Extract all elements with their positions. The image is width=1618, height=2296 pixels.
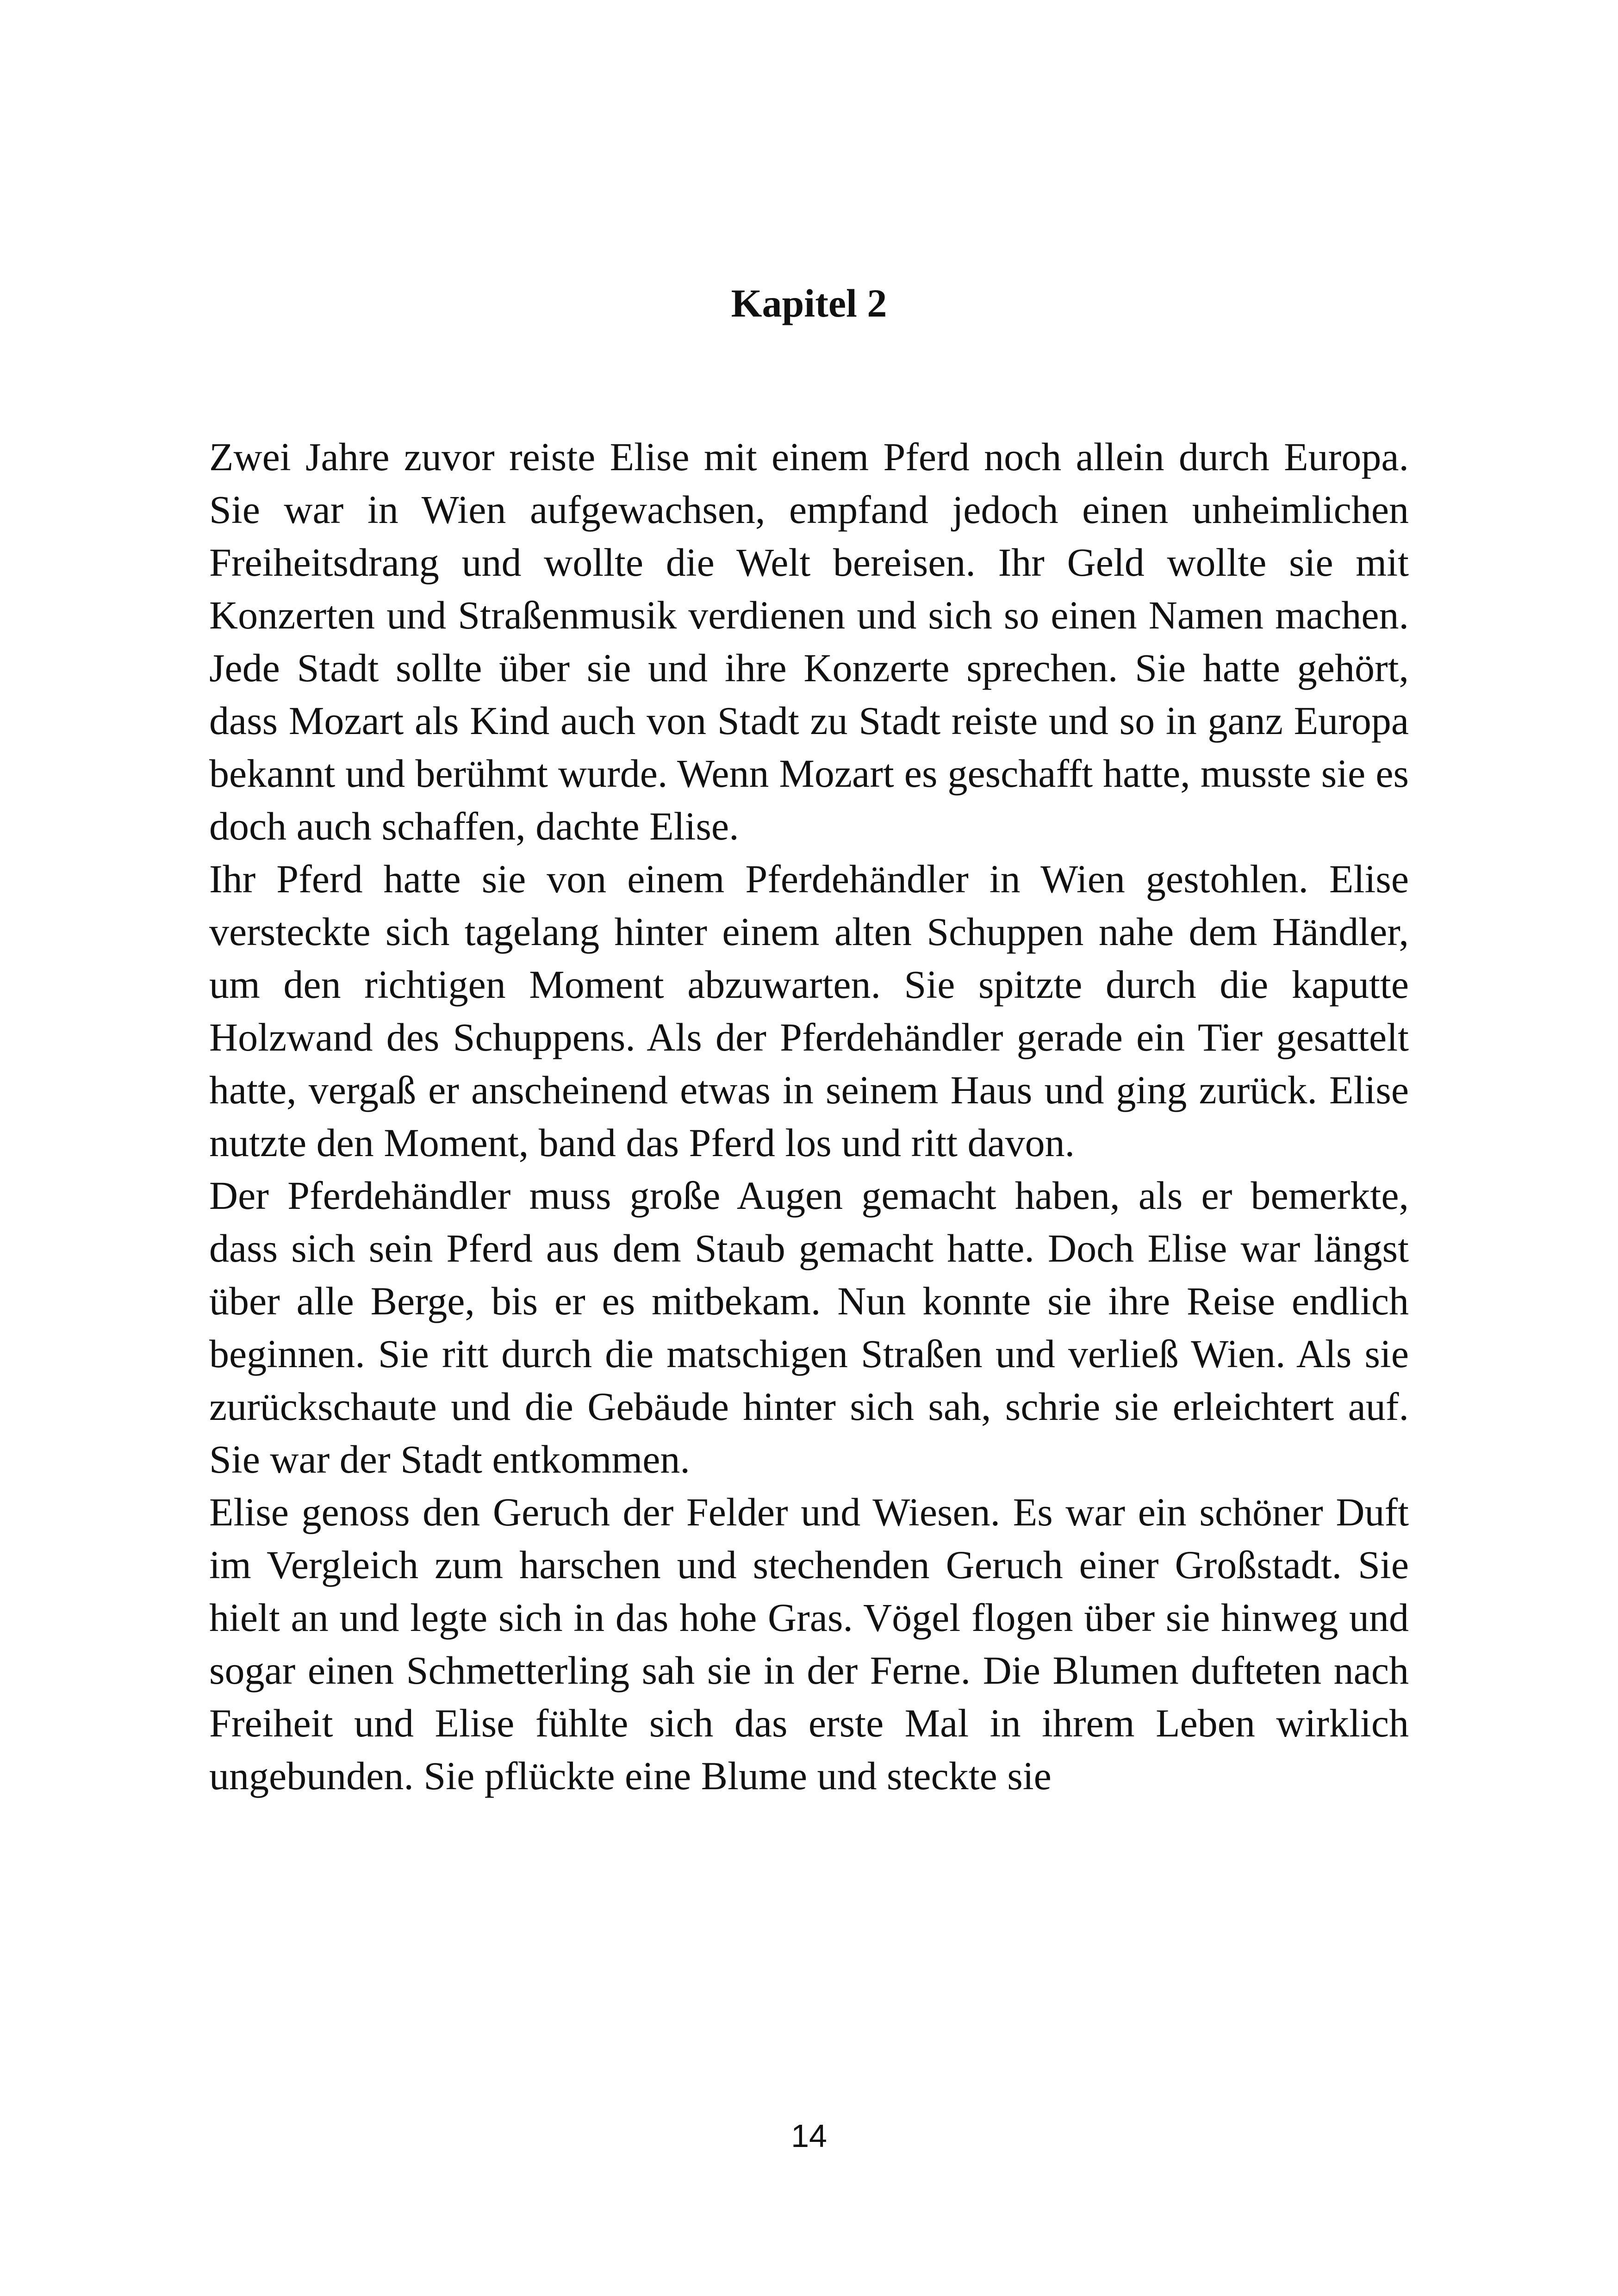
chapter-title: Kapitel 2 xyxy=(731,281,887,325)
paragraph-3: Der Pferdehändler muss große Augen gemacht haben, als er bemerkte, dass sich sein Pferd aus dem Staub gemacht hatte. Doch Elise war längst über alle Berge, bis er es mitbekam. Nun konnte sie ihre Reise endlich beginnen. Sie ritt durch die matschigen Straßen und verließ Wien. Als sie zurückschaute und die Gebäude hinter sich sah, schrie sie erleichtert auf. Sie war der Stadt entkommen. xyxy=(209,1173,1409,1481)
body-text xyxy=(209,430,1409,1802)
paragraph-1: Zwei Jahre zuvor reiste Elise mit einem Pferd noch allein durch Europa. Sie war in Wien aufgewachsen, empfand jedoch einen unheimlichen Freiheitsdrang und wollte die Welt bereisen. Ihr Geld wollte sie mit Konzerten und Straßenmusik verdienen und sich so einen Namen machen. Jede Stadt sollte über sie und ihre Konzerte sprechen. Sie hatte gehört, dass Mozart als Kind auch von Stadt zu Stadt reiste und so in ganz Europa bekannt und berühmt wurde. Wenn Mozart es geschafft hatte, musste sie es doch auch schaffen, dachte Elise. xyxy=(209,435,1409,848)
paragraph-2: Ihr Pferd hatte sie von einem Pferdehändler in Wien gestohlen. Elise versteckte sich tagelang hinter einem alten Schuppen nahe dem Händler, um den richtigen Moment abzuwarten. Sie spitzte durch die kaputte Holzwand des Schuppens. Als der Pferdehändler gerade ein Tier gesattelt hatte, vergaß er anscheinend etwas in seinem Haus und ging zurück. Elise nutzte den Moment, band das Pferd los und ritt davon. xyxy=(209,857,1409,1165)
page-number: 14 xyxy=(791,2118,827,2154)
paragraph-4: Elise genoss den Geruch der Felder und Wiesen. Es war ein schöner Duft im Vergleich zum harschen und stechenden Geruch einer Großstadt. Sie hielt an und legte sich in das hohe Gras. Vögel flogen über sie hinweg und sogar einen Schmetterling sah sie in der Ferne. Die Blumen dufteten nach Freiheit und Elise fühlte sich das erste Mal in ihrem Leben wirklich ungebunden. Sie pflückte eine Blume und steckte sie xyxy=(209,1490,1409,1798)
